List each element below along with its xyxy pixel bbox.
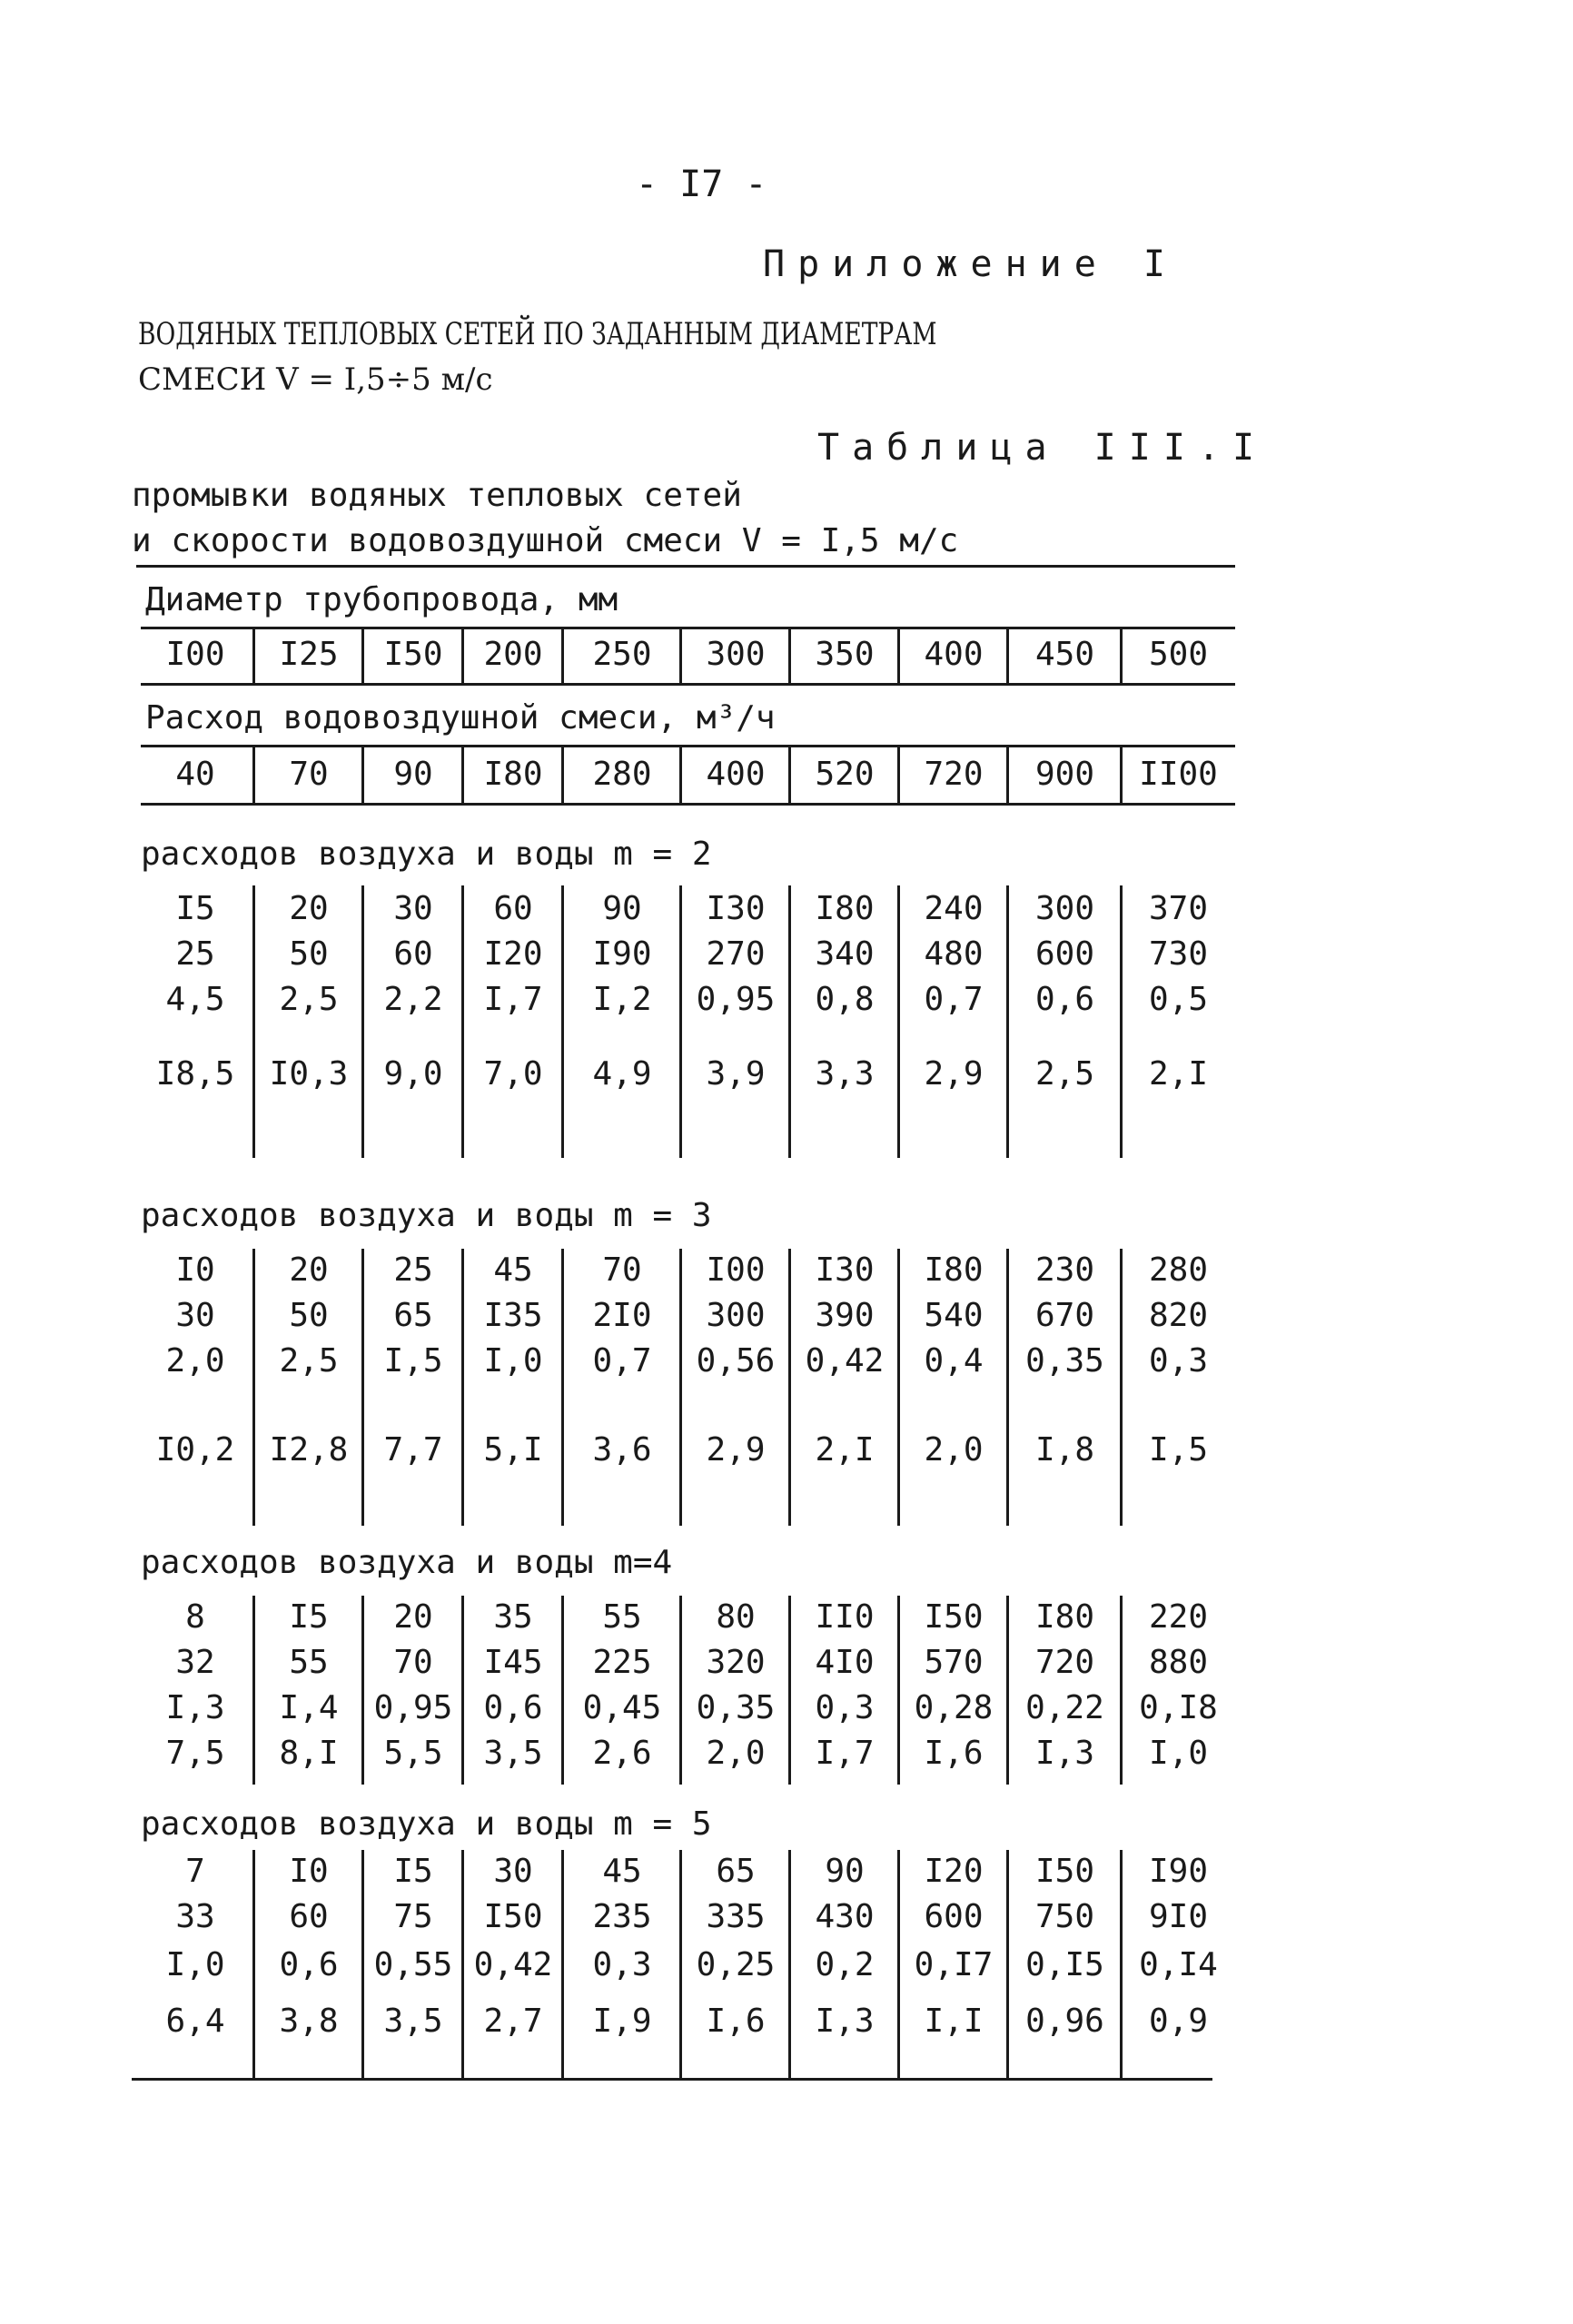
flow-cell: 400 — [706, 756, 766, 793]
section-column-rule — [788, 1249, 791, 1526]
table-cell: 430 — [815, 1898, 875, 1935]
section-column-rule — [561, 1249, 564, 1526]
diameter-cell: 500 — [1148, 636, 1209, 673]
table-cell: I0 — [175, 1251, 215, 1289]
table-cell: I,8 — [1034, 1431, 1095, 1469]
table-cell: 0,6 — [483, 1689, 543, 1726]
table-cell: I,3 — [815, 2003, 875, 2040]
section-column-rule — [679, 1249, 682, 1526]
table-cell: I,6 — [924, 1735, 984, 1772]
table-cell: 0,7 — [924, 981, 984, 1018]
table-cell: I0 — [289, 1853, 329, 1890]
table-cell: 0,6 — [1034, 981, 1095, 1018]
section-column-rule — [1006, 1249, 1009, 1526]
table-cell: 4I0 — [815, 1644, 875, 1681]
table-cell: 340 — [815, 935, 875, 973]
table-cell: 4,9 — [592, 1055, 652, 1093]
table-cell: 2,0 — [165, 1342, 225, 1380]
table-cell: 3,6 — [592, 1431, 652, 1469]
table-cell: 2,9 — [924, 1055, 984, 1093]
table-cell: 25 — [393, 1251, 433, 1289]
section-column-rule — [252, 1249, 255, 1526]
table-cell: 820 — [1148, 1297, 1209, 1334]
table-cell: I,0 — [165, 1946, 225, 1983]
table-cell: 7,5 — [165, 1735, 225, 1772]
table-cell: 0,96 — [1025, 2003, 1104, 2040]
table-cell: 0,42 — [805, 1342, 885, 1380]
table-cell: I,5 — [1148, 1431, 1209, 1469]
table-cell: I50 — [924, 1598, 984, 1636]
table-cell: 90 — [825, 1853, 865, 1890]
table-cell: I,4 — [279, 1689, 339, 1726]
diameter-header: Диаметр трубопровода, мм — [145, 581, 618, 618]
table-cell: 3,5 — [383, 2003, 443, 2040]
table-cell: I5 — [175, 890, 215, 927]
table-cell: 0,45 — [582, 1689, 662, 1726]
table-cell: 0,I5 — [1025, 1946, 1104, 1983]
diameter-cell: 200 — [483, 636, 543, 673]
table-cell: 390 — [815, 1297, 875, 1334]
table-cell: I50 — [1034, 1853, 1095, 1890]
table-cell: 2,6 — [592, 1735, 652, 1772]
table-cell: 30 — [393, 890, 433, 927]
title-line-2: СМЕСИ V = I,5÷5 м/с — [138, 361, 493, 398]
table-cell: 235 — [592, 1898, 652, 1935]
table-cell: I35 — [483, 1297, 543, 1334]
table-cell: 65 — [393, 1297, 433, 1334]
table-cell: 4,5 — [165, 981, 225, 1018]
diameter-cell: 350 — [815, 636, 875, 673]
table-cell: 0,I8 — [1139, 1689, 1218, 1726]
table-cell: 0,42 — [473, 1946, 553, 1983]
table-cell: I20 — [483, 935, 543, 973]
diameter-cell: I50 — [383, 636, 443, 673]
flow-cell: 900 — [1034, 756, 1095, 793]
table-cell: I20 — [924, 1853, 984, 1890]
table-cell: 70 — [393, 1644, 433, 1681]
table-cell: 225 — [592, 1644, 652, 1681]
subtitle-line-2: и скорости водовоздушной смеси V = I,5 м/с — [132, 522, 959, 559]
diameter-bottom-rule — [141, 683, 1235, 686]
table-cell: 0,22 — [1025, 1689, 1104, 1726]
title-line-1: ВОДЯНЫХ ТЕПЛОВЫХ СЕТЕЙ ПО ЗАДАННЫМ ДИАМЕТРАМ — [138, 316, 937, 352]
table-cell: 2,I — [1148, 1055, 1209, 1093]
table-cell: 0,8 — [815, 981, 875, 1018]
table-cell: 2,I — [815, 1431, 875, 1469]
table-cell: 300 — [706, 1297, 766, 1334]
table-cell: 7 — [185, 1853, 205, 1890]
table-cell: 0,28 — [914, 1689, 994, 1726]
flow-cell: I80 — [483, 756, 543, 793]
table-cell: 45 — [602, 1853, 642, 1890]
table-cell: 600 — [924, 1898, 984, 1935]
table-cell: I5 — [289, 1598, 329, 1636]
table-cell: 0,I7 — [914, 1946, 994, 1983]
table-cell: I8,5 — [155, 1055, 235, 1093]
table-cell: 8,I — [279, 1735, 339, 1772]
table-cell: 35 — [493, 1598, 533, 1636]
table-cell: 0,3 — [815, 1689, 875, 1726]
top-rule — [136, 565, 1235, 568]
section-label: расходов воздуха и воды m=4 — [141, 1544, 673, 1581]
table-cell: I50 — [483, 1898, 543, 1935]
table-cell: 7,0 — [483, 1055, 543, 1093]
table-cell: 0,6 — [279, 1946, 339, 1983]
table-cell: 8 — [185, 1598, 205, 1636]
table-cell: 30 — [493, 1853, 533, 1890]
table-cell: I90 — [1148, 1853, 1209, 1890]
table-cell: 240 — [924, 890, 984, 927]
table-cell: I45 — [483, 1644, 543, 1681]
table-cell: 9I0 — [1148, 1898, 1209, 1935]
table-cell: 0,56 — [696, 1342, 776, 1380]
flow-bottom-rule — [141, 803, 1235, 806]
table-cell: 9,0 — [383, 1055, 443, 1093]
table-cell: I,7 — [815, 1735, 875, 1772]
table-cell: 3,5 — [483, 1735, 543, 1772]
table-cell: 0,25 — [696, 1946, 776, 1983]
table-cell: 2,5 — [279, 1342, 339, 1380]
table-cell: 0,9 — [1148, 2003, 1209, 2040]
table-cell: I,I — [924, 2003, 984, 2040]
table-cell: I0,2 — [155, 1431, 235, 1469]
table-cell: 270 — [706, 935, 766, 973]
diameter-cell: I25 — [279, 636, 339, 673]
table-cell: I30 — [706, 890, 766, 927]
table-cell: 2,9 — [706, 1431, 766, 1469]
section-column-rule — [1120, 1249, 1123, 1526]
table-cell: 55 — [602, 1598, 642, 1636]
flow-cell: 40 — [175, 756, 215, 793]
section-label: расходов воздуха и воды m = 2 — [141, 836, 712, 873]
table-cell: 2,0 — [706, 1735, 766, 1772]
flow-cell: 90 — [393, 756, 433, 793]
table-cell: 0,I4 — [1139, 1946, 1218, 1983]
table-cell: 25 — [175, 935, 215, 973]
diameter-cell: 450 — [1034, 636, 1095, 673]
table-cell: I,0 — [483, 1342, 543, 1380]
table-cell: 540 — [924, 1297, 984, 1334]
table-cell: 2,5 — [279, 981, 339, 1018]
table-cell: 80 — [716, 1598, 756, 1636]
table-cell: 750 — [1034, 1898, 1095, 1935]
table-cell: 55 — [289, 1644, 329, 1681]
table-cell: 45 — [493, 1251, 533, 1289]
table-cell: 230 — [1034, 1251, 1095, 1289]
subtitle-line-1: промывки водяных тепловых сетей — [132, 477, 742, 514]
table-cell: 33 — [175, 1898, 215, 1935]
table-cell: 570 — [924, 1644, 984, 1681]
table-cell: 720 — [1034, 1644, 1095, 1681]
table-cell: I,2 — [592, 981, 652, 1018]
flow-cell: 720 — [924, 756, 984, 793]
table-cell: 3,9 — [706, 1055, 766, 1093]
table-cell: 3,3 — [815, 1055, 875, 1093]
flow-top-rule — [141, 745, 1235, 747]
table-label: Таблица III.I — [817, 427, 1268, 469]
table-cell: 0,35 — [696, 1689, 776, 1726]
table-cell: 70 — [602, 1251, 642, 1289]
diameter-cell: I00 — [165, 636, 225, 673]
table-cell: 65 — [716, 1853, 756, 1890]
table-cell: I,3 — [1034, 1735, 1095, 1772]
table-cell: 370 — [1148, 890, 1209, 927]
diameter-cell: 300 — [706, 636, 766, 673]
diameter-cell: 400 — [924, 636, 984, 673]
table-cell: I90 — [592, 935, 652, 973]
table-cell: I,6 — [706, 2003, 766, 2040]
table-cell: I80 — [815, 890, 875, 927]
table-cell: 880 — [1148, 1644, 1209, 1681]
table-cell: I80 — [1034, 1598, 1095, 1636]
table-cell: 0,35 — [1025, 1342, 1104, 1380]
table-cell: 0,3 — [1148, 1342, 1209, 1380]
table-cell: 75 — [393, 1898, 433, 1935]
table-cell: 6,4 — [165, 2003, 225, 2040]
table-cell: 0,4 — [924, 1342, 984, 1380]
table-cell: I00 — [706, 1251, 766, 1289]
section-column-rule — [461, 1249, 464, 1526]
table-cell: I,0 — [1148, 1735, 1209, 1772]
table-cell: 5,5 — [383, 1735, 443, 1772]
table-cell: 335 — [706, 1898, 766, 1935]
table-cell: 2,5 — [1034, 1055, 1095, 1093]
table-cell: I,9 — [592, 2003, 652, 2040]
table-cell: 0,95 — [696, 981, 776, 1018]
table-cell: 60 — [289, 1898, 329, 1935]
table-cell: 3,8 — [279, 2003, 339, 2040]
appendix-label: Приложение I — [763, 243, 1178, 285]
table-cell: 50 — [289, 935, 329, 973]
table-cell: I2,8 — [269, 1431, 349, 1469]
table-cell: 20 — [393, 1598, 433, 1636]
section-column-rule — [361, 1249, 364, 1526]
table-cell: 220 — [1148, 1598, 1209, 1636]
flow-cell: II00 — [1139, 756, 1218, 793]
table-cell: 0,95 — [373, 1689, 453, 1726]
table-cell: 7,7 — [383, 1431, 443, 1469]
table-cell: 0,5 — [1148, 981, 1209, 1018]
table-cell: 2,0 — [924, 1431, 984, 1469]
table-cell: 2,7 — [483, 2003, 543, 2040]
table-cell: I30 — [815, 1251, 875, 1289]
table-cell: 5,I — [483, 1431, 543, 1469]
section-label: расходов воздуха и воды m = 5 — [141, 1805, 712, 1843]
table-cell: 670 — [1034, 1297, 1095, 1334]
table-cell: I,7 — [483, 981, 543, 1018]
table-cell: 730 — [1148, 935, 1209, 973]
flow-header: Расход водовоздушной смеси, м³/ч — [145, 699, 776, 737]
flow-cell: 520 — [815, 756, 875, 793]
table-cell: 0,2 — [815, 1946, 875, 1983]
table-cell: I,5 — [383, 1342, 443, 1380]
table-cell: 90 — [602, 890, 642, 927]
flow-cell: 280 — [592, 756, 652, 793]
page-number: - I7 - — [636, 163, 767, 205]
table-cell: I5 — [393, 1853, 433, 1890]
bottom-rule — [132, 2078, 1212, 2081]
table-cell: 60 — [493, 890, 533, 927]
section-label: расходов воздуха и воды m = 3 — [141, 1197, 712, 1234]
table-cell: I80 — [924, 1251, 984, 1289]
table-cell: 0,7 — [592, 1342, 652, 1380]
table-cell: 32 — [175, 1644, 215, 1681]
diameter-cell: 250 — [592, 636, 652, 673]
table-cell: 2I0 — [592, 1297, 652, 1334]
table-cell: 0,55 — [373, 1946, 453, 1983]
table-cell: 280 — [1148, 1251, 1209, 1289]
table-cell: 20 — [289, 890, 329, 927]
table-cell: 300 — [1034, 890, 1095, 927]
table-cell: 0,3 — [592, 1946, 652, 1983]
table-cell: 30 — [175, 1297, 215, 1334]
table-cell: I,3 — [165, 1689, 225, 1726]
table-cell: I0,3 — [269, 1055, 349, 1093]
table-cell: 50 — [289, 1297, 329, 1334]
table-cell: 320 — [706, 1644, 766, 1681]
table-cell: 2,2 — [383, 981, 443, 1018]
table-cell: 20 — [289, 1251, 329, 1289]
table-cell: 480 — [924, 935, 984, 973]
section-column-rule — [897, 1249, 900, 1526]
table-cell: II0 — [815, 1598, 875, 1636]
flow-cell: 70 — [289, 756, 329, 793]
diameter-top-rule — [141, 627, 1235, 629]
table-cell: 600 — [1034, 935, 1095, 973]
table-cell: 60 — [393, 935, 433, 973]
